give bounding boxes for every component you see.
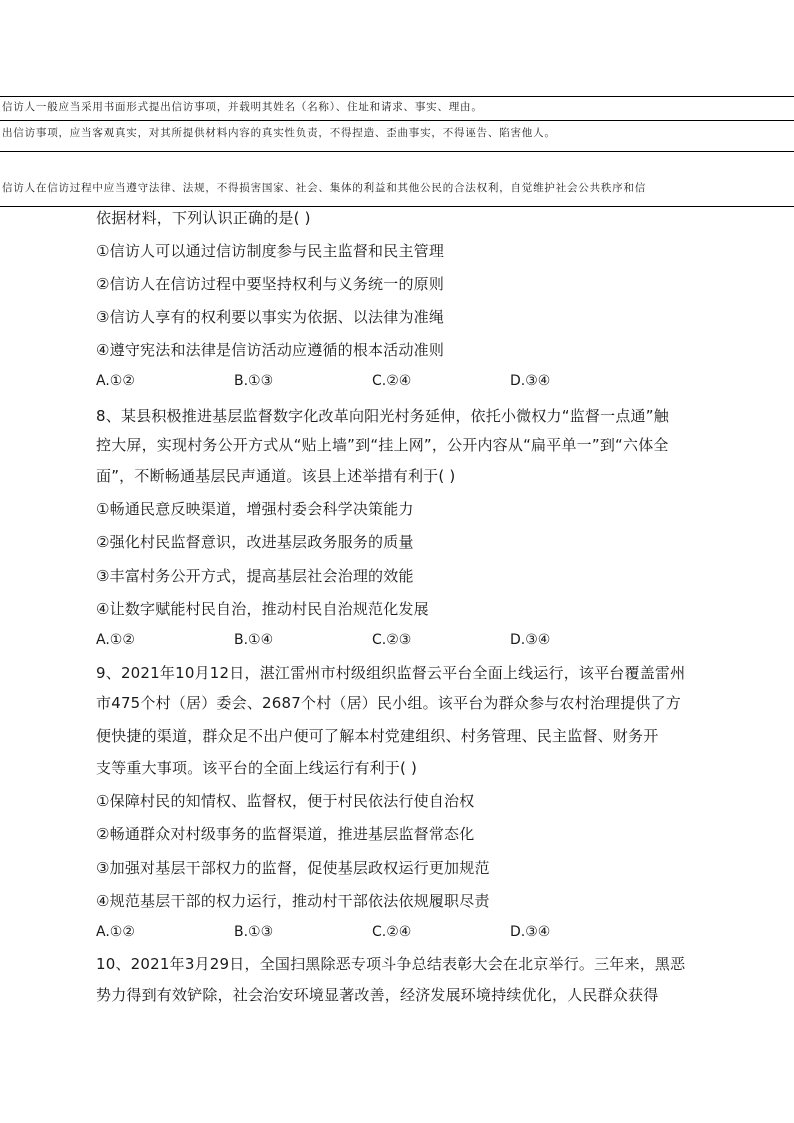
- q9-stem-line-3: 便快捷的渠道，群众足不出户便可了解本村党建组织、村务管理、民主监督、财务开: [96, 727, 659, 745]
- table-row-2: 出信访事项，应当客观真实，对其所提供材料内容的真实性负责，不得捏造、歪曲事实，不得诬告、陷害他人。: [2, 127, 556, 139]
- q9-option-a: A.①②: [96, 924, 135, 940]
- q8-option-d: D.③④: [510, 632, 551, 648]
- table-rule-1: [0, 120, 794, 121]
- table-row-3: 信访人在信访过程中应当遵守法律、法规，不得损害国家、社会、集体的利益和其他公民的合法权利，自觉维护社会公共秩序和信: [2, 182, 647, 194]
- q9-stem-line-2: 市475个村（居）委会、2687个村（居）民小组。该平台为群众参与农村治理提供了方: [96, 694, 682, 712]
- q9-stem-line-4: 支等重大事项。该平台的全面上线运行有利于( ): [96, 759, 418, 777]
- q7-option-d: D.③④: [510, 373, 551, 389]
- q8-item-3: ③丰富村务公开方式，提高基层社会治理的效能: [96, 567, 414, 585]
- q8-option-a: A.①②: [96, 632, 135, 648]
- q8-item-1: ①畅通民意反映渠道，增强村委会科学决策能力: [96, 500, 414, 518]
- q8-option-b: B.①④: [234, 632, 274, 648]
- q7-option-a: A.①②: [96, 373, 135, 389]
- q9-item-4: ④规范基层干部的权力运行，推动村干部依法依规履职尽责: [96, 892, 490, 910]
- q9-option-c: C.②④: [372, 924, 412, 940]
- q8-stem-line-1: 8、某县积极推进基层监督数字化改革向阳光村务延伸，依托小微权力“监督一点通”触: [96, 407, 669, 425]
- excerpt-table: [0, 96, 794, 207]
- q8-item-2: ②强化村民监督意识，改进基层政务服务的质量: [96, 533, 414, 551]
- q7-item-3: ③信访人享有的权利要以事实为依据、以法律为准绳: [96, 308, 445, 326]
- q8-item-4: ④让数字赋能村民自治，推动村民自治规范化发展: [96, 600, 429, 618]
- table-rule-top: [0, 96, 794, 97]
- q8-stem-line-2: 控大屏，实现村务公开方式从“贴上墙”到“挂上网”，公开内容从“扁平单一”到“六体全: [96, 436, 669, 454]
- q9-option-d: D.③④: [510, 924, 551, 940]
- q9-option-b: B.①③: [234, 924, 274, 940]
- q7-item-2: ②信访人在信访过程中要坚持权利与义务统一的原则: [96, 275, 445, 293]
- table-rule-2: [0, 151, 794, 152]
- q10-stem-line-1: 10、2021年3月29日，全国扫黑除恶专项斗争总结表彰大会在北京举行。三年来，黑恶: [96, 955, 686, 973]
- q9-item-3: ③加强对基层干部权力的监督，促使基层政权运行更加规范: [96, 859, 490, 877]
- q9-item-2: ②畅通群众对村级事务的监督渠道，推进基层监督常态化: [96, 825, 475, 843]
- q7-stem-end: 依据材料，下列认识正确的是( ): [96, 209, 311, 227]
- q8-stem-line-3: 面”，不断畅通基层民声通道。该县上述举措有利于( ): [96, 467, 456, 485]
- q7-item-4: ④遵守宪法和法律是信访活动应遵循的根本活动准则: [96, 341, 445, 359]
- q7-option-b: B.①③: [234, 373, 274, 389]
- q7-item-1: ①信访人可以通过信访制度参与民主监督和民主管理: [96, 242, 445, 260]
- q9-stem-line-1: 9、2021年10月12日，湛江雷州市村级组织监督云平台全面上线运行，该平台覆盖雷州: [96, 664, 686, 682]
- q8-option-c: C.②③: [372, 632, 412, 648]
- q7-option-c: C.②④: [372, 373, 412, 389]
- q9-item-1: ①保障村民的知情权、监督权，便于村民依法行使自治权: [96, 792, 475, 810]
- q10-stem-line-2: 势力得到有效铲除，社会治安环境显著改善，经济发展环境持续优化，人民群众获得: [96, 986, 659, 1004]
- table-row-1: 信访人一般应当采用书面形式提出信访事项，并载明其姓名（名称）、住址和请求、事实、理由。: [2, 101, 483, 113]
